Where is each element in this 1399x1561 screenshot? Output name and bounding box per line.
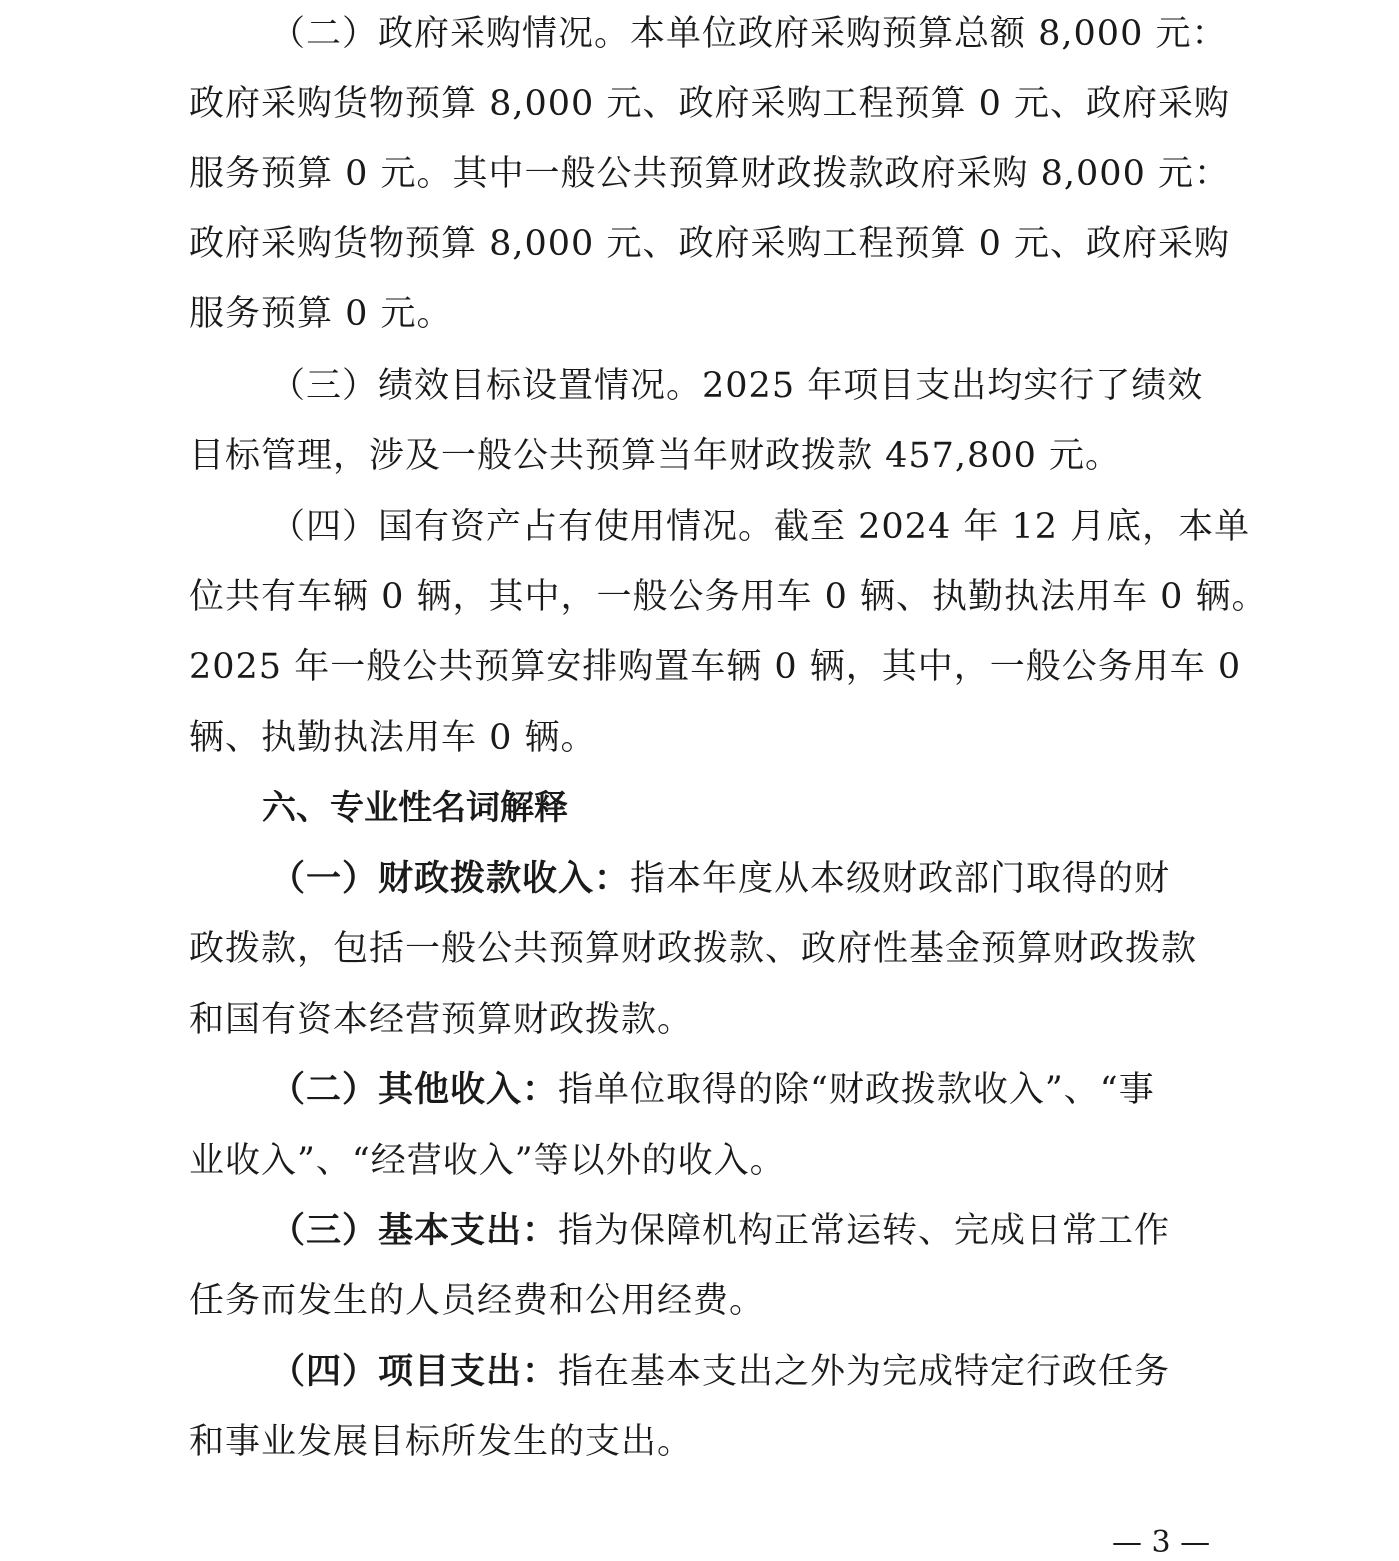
paragraph-line: 辆、执勤执法用车 0 辆。 [189,718,597,758]
section-heading: 六、专业性名词解释 [262,788,568,828]
paragraph-heading: （二）政府采购情况。 [270,14,631,54]
page-number: — 3 — [1112,1525,1211,1560]
paragraph-line [270,1350,1170,1394]
paragraph-line: 政拨款，包括一般公共预算财政拨款、政府性基金预算财政拨款 [189,929,1198,969]
paragraph-heading: （四）国有资产占有使用情况。 [270,507,775,547]
term-heading: （三）基本支出： [270,1210,559,1251]
term-heading: （二）其他收入： [270,1069,559,1110]
paragraph-line [270,1068,1155,1112]
paragraph-text: 指单位取得的除“财政拨款收入”、“事 [558,1070,1155,1110]
paragraph-text: 指为保障机构正常运转、完成日常工作 [558,1211,1171,1251]
paragraph-line: 服务预算 0 元。其中一般公共预算财政拨款政府采购 8,000 元： [189,154,1230,194]
paragraph-line: 服务预算 0 元。 [189,294,453,334]
paragraph-line: 业收入”、“经营收入”等以外的收入。 [189,1141,786,1181]
paragraph-line [270,364,1203,408]
paragraph-text: 本单位政府采购预算总额 8,000 元： [630,14,1228,54]
paragraph-line: 目标管理，涉及一般公共预算当年财政拨款 457,800 元。 [189,436,1121,476]
paragraph-line: 2025 年一般公共预算安排购置车辆 0 辆，其中，一般公务用车 0 [189,647,1242,687]
paragraph-line: 政府采购货物预算 8,000 元、政府采购工程预算 0 元、政府采购 [189,84,1230,124]
paragraph-line [270,12,1227,56]
paragraph-text: 截至 2024 年 12 月底，本单 [774,507,1251,547]
paragraph-text: 2025 年项目支出均实行了绩效 [702,366,1204,406]
paragraph-line: 和国有资本经营预算财政拨款。 [189,1000,694,1040]
paragraph-line: 政府采购货物预算 8,000 元、政府采购工程预算 0 元、政府采购 [189,224,1230,264]
paragraph-line [270,857,1170,901]
paragraph-text: 指本年度从本级财政部门取得的财 [630,859,1171,899]
term-heading: （四）项目支出： [270,1351,559,1392]
paragraph-line: 位共有车辆 0 辆，其中，一般公务用车 0 辆、执勤执法用车 0 辆。 [189,577,1268,617]
paragraph-line [270,1209,1170,1253]
paragraph-line: 任务而发生的人员经费和公用经费。 [189,1281,766,1321]
paragraph-heading: （三）绩效目标设置情况。 [270,366,703,406]
paragraph-line: 和事业发展目标所发生的支出。 [189,1422,694,1462]
paragraph-text: 指在基本支出之外为完成特定行政任务 [558,1352,1171,1392]
term-heading: （一）财政拨款收入： [270,858,631,899]
paragraph-line [270,505,1250,549]
